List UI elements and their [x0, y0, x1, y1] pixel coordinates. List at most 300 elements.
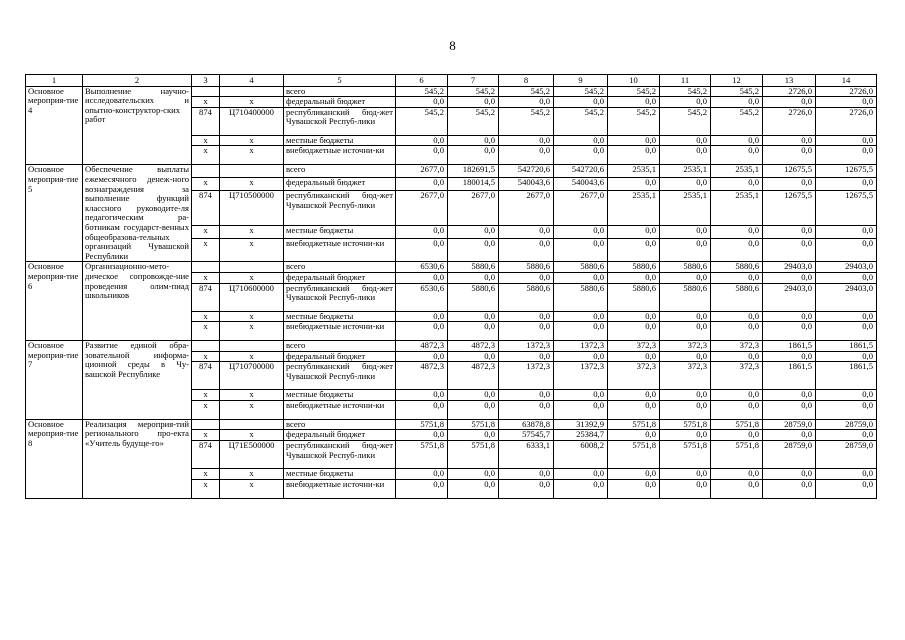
value-cell: 2726,0 [763, 86, 816, 97]
classification-code-cell: x [220, 311, 284, 322]
value-cell: 1861,5 [816, 341, 877, 352]
funding-source-cell: местные бюджеты [284, 225, 396, 238]
grbs-code-cell: x [192, 178, 220, 191]
value-cell: 0,0 [660, 97, 711, 108]
value-cell: 0,0 [660, 238, 711, 261]
value-cell: 5880,6 [554, 262, 608, 273]
classification-code-cell [220, 165, 284, 178]
value-cell: 1372,3 [554, 362, 608, 390]
value-cell: 540043,6 [554, 178, 608, 191]
value-cell: 0,0 [816, 351, 877, 362]
value-cell: 5880,6 [660, 283, 711, 311]
value-cell: 5880,6 [711, 262, 763, 273]
value-cell: 182691,5 [448, 165, 499, 178]
event-name-cell: Основное мероприя-тие 7 [26, 341, 83, 420]
classification-code-cell: x [220, 146, 284, 165]
grbs-code-cell: 874 [192, 283, 220, 311]
value-cell: 5751,8 [448, 441, 499, 469]
grbs-code-cell [192, 165, 220, 178]
funding-source-cell: местные бюджеты [284, 311, 396, 322]
classification-code-cell: x [220, 238, 284, 261]
value-cell: 0,0 [816, 135, 877, 146]
value-cell: 0,0 [608, 311, 660, 322]
value-cell: 2535,1 [711, 191, 763, 225]
value-cell: 0,0 [448, 430, 499, 441]
value-cell: 1372,3 [499, 341, 554, 352]
value-cell: 0,0 [763, 311, 816, 322]
value-cell: 0,0 [660, 311, 711, 322]
header-cell: 12 [711, 75, 763, 87]
grbs-code-cell: x [192, 479, 220, 498]
value-cell: 545,2 [448, 107, 499, 135]
grbs-code-cell: 874 [192, 441, 220, 469]
value-cell: 2535,1 [660, 165, 711, 178]
value-cell: 0,0 [816, 272, 877, 283]
event-description-cell: Выполнение научно-исследовательских и опытно-конструктор-ских работ [83, 86, 192, 165]
value-cell: 0,0 [499, 322, 554, 341]
grbs-code-cell [192, 86, 220, 97]
value-cell: 0,0 [608, 400, 660, 419]
value-cell: 0,0 [448, 272, 499, 283]
value-cell: 0,0 [816, 146, 877, 165]
value-cell: 2677,0 [396, 165, 448, 178]
header-cell: 4 [220, 75, 284, 87]
value-cell: 29403,0 [816, 283, 877, 311]
value-cell: 0,0 [816, 390, 877, 401]
value-cell: 0,0 [554, 351, 608, 362]
value-cell: 0,0 [499, 311, 554, 322]
value-cell: 0,0 [711, 225, 763, 238]
header-cell: 14 [816, 75, 877, 87]
value-cell: 0,0 [554, 238, 608, 261]
value-cell: 545,2 [396, 107, 448, 135]
value-cell: 180014,5 [448, 178, 499, 191]
value-cell: 0,0 [396, 135, 448, 146]
value-cell: 542720,6 [499, 165, 554, 178]
grbs-code-cell: 874 [192, 107, 220, 135]
value-cell: 0,0 [711, 469, 763, 480]
event-name-cell: Основное мероприя-тие 4 [26, 86, 83, 165]
value-cell: 0,0 [711, 430, 763, 441]
value-cell: 545,2 [448, 86, 499, 97]
value-cell: 0,0 [396, 430, 448, 441]
value-cell: 31392,9 [554, 419, 608, 430]
value-cell: 29403,0 [816, 262, 877, 273]
funding-source-cell: республиканский бюд-жет Чувашской Респуб-лики [284, 283, 396, 311]
value-cell: 0,0 [554, 225, 608, 238]
value-cell: 0,0 [816, 479, 877, 498]
grbs-code-cell [192, 341, 220, 352]
classification-code-cell: x [220, 469, 284, 480]
value-cell: 0,0 [448, 390, 499, 401]
value-cell: 0,0 [711, 135, 763, 146]
value-cell: 0,0 [660, 135, 711, 146]
classification-code-cell: x [220, 178, 284, 191]
funding-source-cell: всего [284, 341, 396, 352]
table-row [26, 341, 877, 352]
classification-code-cell: Ц710600000 [220, 283, 284, 311]
value-cell: 0,0 [554, 311, 608, 322]
table-row [26, 86, 877, 97]
classification-code-cell: Ц710500000 [220, 191, 284, 225]
header-cell: 5 [284, 75, 396, 87]
value-cell: 0,0 [608, 178, 660, 191]
value-cell: 0,0 [711, 351, 763, 362]
budget-table [25, 74, 877, 499]
value-cell: 0,0 [448, 97, 499, 108]
value-cell: 0,0 [448, 311, 499, 322]
value-cell: 2726,0 [816, 107, 877, 135]
value-cell: 4872,3 [396, 341, 448, 352]
value-cell: 28759,0 [816, 419, 877, 430]
event-name-cell: Основное мероприя-тие 5 [26, 165, 83, 262]
classification-code-cell [220, 86, 284, 97]
classification-code-cell: x [220, 430, 284, 441]
value-cell: 1372,3 [554, 341, 608, 352]
value-cell: 0,0 [554, 390, 608, 401]
value-cell: 0,0 [608, 135, 660, 146]
value-cell: 0,0 [711, 178, 763, 191]
classification-code-cell: x [220, 225, 284, 238]
value-cell: 0,0 [660, 400, 711, 419]
value-cell: 0,0 [396, 479, 448, 498]
classification-code-cell: Ц710400000 [220, 107, 284, 135]
value-cell: 0,0 [660, 390, 711, 401]
value-cell: 5751,8 [660, 441, 711, 469]
value-cell: 0,0 [554, 479, 608, 498]
value-cell: 2535,1 [660, 191, 711, 225]
funding-source-cell: всего [284, 86, 396, 97]
value-cell: 6530,6 [396, 262, 448, 273]
value-cell: 5880,6 [711, 283, 763, 311]
value-cell: 0,0 [554, 135, 608, 146]
value-cell: 545,2 [499, 107, 554, 135]
value-cell: 0,0 [608, 97, 660, 108]
value-cell: 545,2 [608, 107, 660, 135]
value-cell: 0,0 [448, 322, 499, 341]
grbs-code-cell: x [192, 430, 220, 441]
value-cell: 0,0 [816, 178, 877, 191]
value-cell: 0,0 [554, 97, 608, 108]
value-cell: 0,0 [608, 430, 660, 441]
value-cell: 5751,8 [448, 419, 499, 430]
classification-code-cell [220, 341, 284, 352]
value-cell: 0,0 [711, 390, 763, 401]
value-cell: 28759,0 [763, 441, 816, 469]
grbs-code-cell: x [192, 135, 220, 146]
value-cell: 0,0 [499, 238, 554, 261]
value-cell: 0,0 [396, 322, 448, 341]
value-cell: 0,0 [608, 322, 660, 341]
value-cell: 12675,5 [816, 191, 877, 225]
value-cell: 0,0 [711, 479, 763, 498]
funding-source-cell: республиканский бюд-жет Чувашской Респуб-лики [284, 441, 396, 469]
value-cell: 0,0 [554, 272, 608, 283]
value-cell: 12675,5 [763, 165, 816, 178]
value-cell: 0,0 [396, 272, 448, 283]
value-cell: 0,0 [499, 351, 554, 362]
value-cell: 2677,0 [499, 191, 554, 225]
value-cell: 2677,0 [396, 191, 448, 225]
value-cell: 0,0 [608, 469, 660, 480]
value-cell: 0,0 [608, 479, 660, 498]
classification-code-cell: x [220, 97, 284, 108]
value-cell: 5751,8 [711, 419, 763, 430]
value-cell: 0,0 [499, 390, 554, 401]
grbs-code-cell: x [192, 97, 220, 108]
value-cell: 0,0 [448, 351, 499, 362]
header-cell: 7 [448, 75, 499, 87]
value-cell: 0,0 [448, 135, 499, 146]
value-cell: 29403,0 [763, 283, 816, 311]
value-cell: 0,0 [660, 469, 711, 480]
value-cell: 0,0 [499, 469, 554, 480]
value-cell: 0,0 [608, 272, 660, 283]
value-cell: 0,0 [816, 430, 877, 441]
value-cell: 0,0 [554, 469, 608, 480]
classification-code-cell: x [220, 272, 284, 283]
value-cell: 2726,0 [816, 86, 877, 97]
value-cell: 545,2 [660, 86, 711, 97]
value-cell: 5880,6 [608, 283, 660, 311]
value-cell: 372,3 [660, 362, 711, 390]
value-cell: 5751,8 [660, 419, 711, 430]
value-cell: 0,0 [499, 272, 554, 283]
event-description-cell: Обеспечение выплаты ежемесячного денеж-ного вознаграждения за выполнение функций классного руководите-ля педагогическим ра-ботникам государст-венных общеобразова-тельных организаций Чувашской Республики [83, 165, 192, 262]
value-cell: 1861,5 [763, 341, 816, 352]
value-cell: 545,2 [660, 107, 711, 135]
value-cell: 5751,8 [608, 441, 660, 469]
value-cell: 0,0 [816, 225, 877, 238]
table-body [26, 75, 877, 499]
value-cell: 0,0 [763, 238, 816, 261]
grbs-code-cell: x [192, 390, 220, 401]
value-cell: 5880,6 [608, 262, 660, 273]
value-cell: 5880,6 [499, 283, 554, 311]
value-cell: 0,0 [396, 97, 448, 108]
value-cell: 0,0 [608, 390, 660, 401]
value-cell: 0,0 [499, 400, 554, 419]
value-cell: 0,0 [608, 146, 660, 165]
grbs-code-cell: x [192, 469, 220, 480]
value-cell: 0,0 [448, 238, 499, 261]
grbs-code-cell: x [192, 400, 220, 419]
value-cell: 0,0 [660, 430, 711, 441]
funding-source-cell: федеральный бюджет [284, 351, 396, 362]
value-cell: 1861,5 [816, 362, 877, 390]
funding-source-cell: внебюджетные источни-ки [284, 479, 396, 498]
value-cell: 0,0 [448, 225, 499, 238]
value-cell: 545,2 [499, 86, 554, 97]
funding-source-cell: федеральный бюджет [284, 430, 396, 441]
value-cell: 0,0 [816, 322, 877, 341]
header-cell: 10 [608, 75, 660, 87]
classification-code-cell: x [220, 479, 284, 498]
funding-source-cell: республиканский бюд-жет Чувашской Респуб-лики [284, 362, 396, 390]
value-cell: 0,0 [660, 146, 711, 165]
value-cell: 6530,6 [396, 283, 448, 311]
value-cell: 0,0 [660, 225, 711, 238]
value-cell: 0,0 [816, 469, 877, 480]
value-cell: 0,0 [448, 400, 499, 419]
classification-code-cell: x [220, 400, 284, 419]
value-cell: 5751,8 [396, 441, 448, 469]
value-cell: 0,0 [763, 351, 816, 362]
value-cell: 29403,0 [763, 262, 816, 273]
classification-code-cell: x [220, 135, 284, 146]
value-cell: 5880,6 [448, 283, 499, 311]
value-cell: 0,0 [711, 400, 763, 419]
header-cell: 8 [499, 75, 554, 87]
value-cell: 2535,1 [711, 165, 763, 178]
value-cell: 5751,8 [608, 419, 660, 430]
grbs-code-cell: x [192, 272, 220, 283]
value-cell: 0,0 [711, 322, 763, 341]
funding-source-cell: федеральный бюджет [284, 178, 396, 191]
value-cell: 372,3 [711, 341, 763, 352]
value-cell: 0,0 [763, 178, 816, 191]
value-cell: 0,0 [763, 400, 816, 419]
value-cell: 25384,7 [554, 430, 608, 441]
page-number: 8 [449, 38, 456, 53]
header-row [26, 75, 877, 87]
value-cell: 0,0 [763, 146, 816, 165]
value-cell: 6333,1 [499, 441, 554, 469]
value-cell: 0,0 [711, 238, 763, 261]
value-cell: 0,0 [499, 146, 554, 165]
value-cell: 545,2 [554, 107, 608, 135]
value-cell: 545,2 [554, 86, 608, 97]
value-cell: 0,0 [554, 322, 608, 341]
value-cell: 545,2 [396, 86, 448, 97]
header-cell: 3 [192, 75, 220, 87]
classification-code-cell [220, 262, 284, 273]
funding-source-cell: федеральный бюджет [284, 272, 396, 283]
value-cell: 1372,3 [499, 362, 554, 390]
value-cell: 0,0 [499, 97, 554, 108]
value-cell: 5751,8 [711, 441, 763, 469]
value-cell: 0,0 [554, 146, 608, 165]
classification-code-cell [220, 419, 284, 430]
value-cell: 0,0 [660, 272, 711, 283]
value-cell: 63878,8 [499, 419, 554, 430]
value-cell: 57545,7 [499, 430, 554, 441]
value-cell: 2535,1 [608, 165, 660, 178]
value-cell: 0,0 [711, 272, 763, 283]
value-cell: 0,0 [660, 479, 711, 498]
value-cell: 0,0 [608, 225, 660, 238]
value-cell: 0,0 [396, 390, 448, 401]
grbs-code-cell [192, 262, 220, 273]
value-cell: 0,0 [816, 238, 877, 261]
value-cell: 0,0 [660, 351, 711, 362]
grbs-code-cell: x [192, 351, 220, 362]
value-cell: 2677,0 [448, 191, 499, 225]
grbs-code-cell: x [192, 311, 220, 322]
table-row [26, 165, 877, 178]
value-cell: 28759,0 [816, 441, 877, 469]
value-cell: 0,0 [660, 178, 711, 191]
value-cell: 0,0 [396, 469, 448, 480]
value-cell: 2726,0 [763, 107, 816, 135]
value-cell: 0,0 [763, 272, 816, 283]
table-row [26, 419, 877, 430]
value-cell: 0,0 [660, 322, 711, 341]
value-cell: 372,3 [660, 341, 711, 352]
value-cell: 540043,6 [499, 178, 554, 191]
funding-source-cell: внебюджетные источни-ки [284, 400, 396, 419]
header-cell: 1 [26, 75, 83, 87]
value-cell: 4872,3 [396, 362, 448, 390]
grbs-code-cell: x [192, 146, 220, 165]
value-cell: 0,0 [763, 430, 816, 441]
value-cell: 12675,5 [816, 165, 877, 178]
value-cell: 0,0 [396, 146, 448, 165]
value-cell: 6008,2 [554, 441, 608, 469]
event-description-cell: Реализация мероприя-тий регионального про-екта «Учитель будуще-го» [83, 419, 192, 498]
value-cell: 2677,0 [554, 191, 608, 225]
grbs-code-cell: x [192, 225, 220, 238]
funding-source-cell: внебюджетные источни-ки [284, 146, 396, 165]
value-cell: 5880,6 [554, 283, 608, 311]
grbs-code-cell [192, 419, 220, 430]
funding-source-cell: местные бюджеты [284, 469, 396, 480]
header-cell: 11 [660, 75, 711, 87]
funding-source-cell: республиканский бюд-жет Чувашской Респуб-лики [284, 107, 396, 135]
value-cell: 0,0 [396, 400, 448, 419]
funding-source-cell: внебюджетные источни-ки [284, 322, 396, 341]
funding-source-cell: всего [284, 262, 396, 273]
value-cell: 0,0 [763, 225, 816, 238]
header-cell: 6 [396, 75, 448, 87]
value-cell: 0,0 [763, 135, 816, 146]
value-cell: 5880,6 [499, 262, 554, 273]
classification-code-cell: Ц710700000 [220, 362, 284, 390]
value-cell: 0,0 [396, 225, 448, 238]
funding-source-cell: местные бюджеты [284, 390, 396, 401]
funding-source-cell: республиканский бюд-жет Чувашской Респуб-лики [284, 191, 396, 225]
value-cell: 28759,0 [763, 419, 816, 430]
value-cell: 4872,3 [448, 362, 499, 390]
value-cell: 545,2 [711, 107, 763, 135]
value-cell: 0,0 [711, 146, 763, 165]
value-cell: 372,3 [711, 362, 763, 390]
grbs-code-cell: x [192, 322, 220, 341]
funding-source-cell: всего [284, 419, 396, 430]
value-cell: 0,0 [763, 390, 816, 401]
value-cell: 545,2 [608, 86, 660, 97]
value-cell: 0,0 [711, 97, 763, 108]
value-cell: 0,0 [608, 238, 660, 261]
value-cell: 0,0 [763, 479, 816, 498]
value-cell: 0,0 [396, 238, 448, 261]
value-cell: 4872,3 [448, 341, 499, 352]
value-cell: 5751,8 [396, 419, 448, 430]
value-cell: 0,0 [763, 469, 816, 480]
event-name-cell: Основное мероприя-тие 6 [26, 262, 83, 341]
value-cell: 5880,6 [660, 262, 711, 273]
grbs-code-cell: 874 [192, 191, 220, 225]
value-cell: 0,0 [554, 400, 608, 419]
value-cell: 0,0 [499, 135, 554, 146]
event-name-cell: Основное мероприя-тие 8 [26, 419, 83, 498]
value-cell: 542720,6 [554, 165, 608, 178]
value-cell: 372,3 [608, 341, 660, 352]
event-description-cell: Организационно-мето-дическое сопровожде-ние проведения олим-пиад школьников [83, 262, 192, 341]
event-description-cell: Развитие единой обра-зовательной информа-ционной среды в Чу-вашской Республике [83, 341, 192, 420]
funding-source-cell: местные бюджеты [284, 135, 396, 146]
value-cell: 0,0 [711, 311, 763, 322]
